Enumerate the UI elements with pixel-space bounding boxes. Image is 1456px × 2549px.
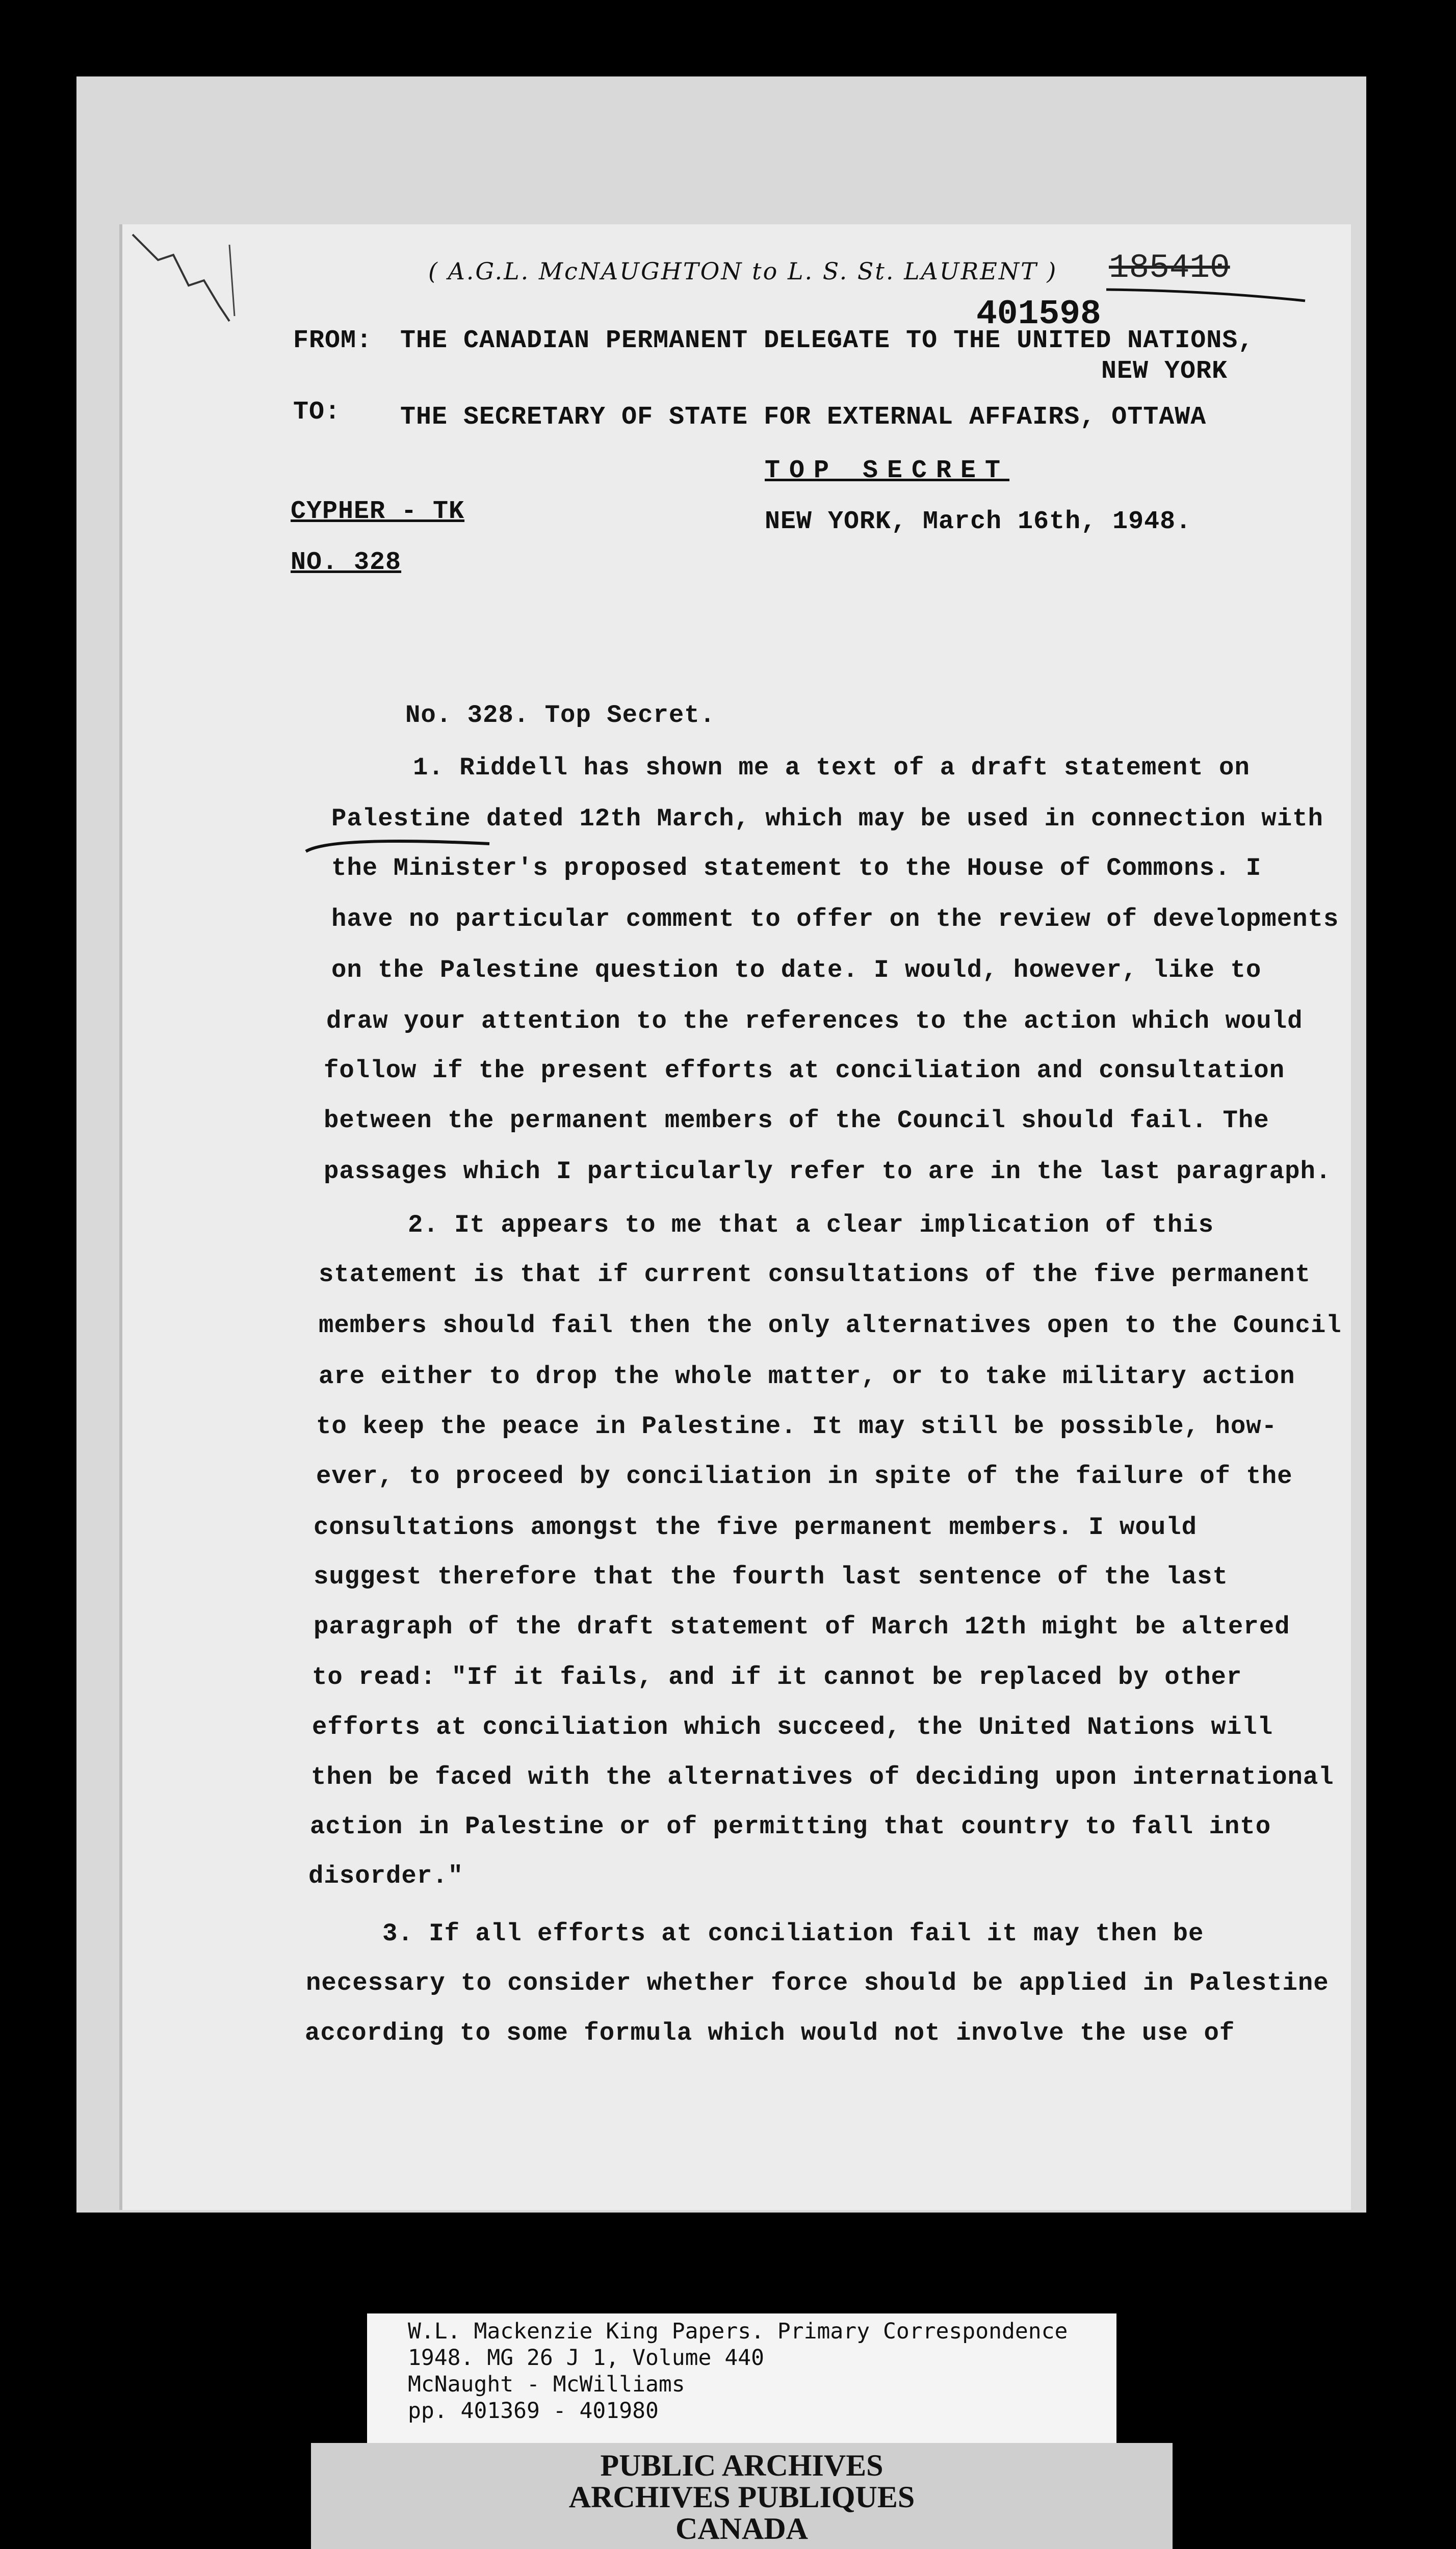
page-number-strike (1106, 285, 1310, 306)
palestine-underline-mark (301, 800, 495, 856)
body-line: 1. Riddell has shown me a text of a draft statement on (413, 753, 1250, 782)
reference-line: McNaught - McWilliams (408, 2372, 685, 2397)
body-line: to read: "If it fails, and if it cannot be replaced by other (312, 1663, 1242, 1692)
body-line: on the Palestine question to date. I would, however, like to (331, 956, 1262, 984)
body-line: No. 328. Top Secret. (405, 701, 716, 730)
from-label: FROM: (293, 326, 373, 355)
message-number: NO. 328 (291, 548, 402, 577)
date-line: NEW YORK, March 16th, 1948. (765, 507, 1192, 536)
body-line: passages which I particularly refer to are in the last paragraph. (324, 1157, 1332, 1186)
body-line: draw your attention to the references to the action which would (326, 1007, 1303, 1035)
archive-reference-card (367, 2313, 1116, 2446)
body-line: then be faced with the alternatives of deciding upon international (311, 1763, 1334, 1791)
from-value-line2: NEW YORK (1101, 357, 1228, 386)
cypher-line: CYPHER - TK (291, 497, 465, 526)
body-line: are either to drop the whole matter, or to take military action (319, 1362, 1295, 1391)
body-line: to keep the peace in Palestine. It may still be possible, how- (316, 1412, 1278, 1441)
body-line: according to some formula which would not involve the use of (305, 2019, 1235, 2047)
to-label: TO: (293, 398, 341, 427)
to-value: THE SECRETARY OF STATE FOR EXTERNAL AFFAIRS, OTTAWA (400, 403, 1207, 432)
body-line: members should fail then the only alternatives open to the Council (319, 1311, 1342, 1340)
body-line: have no particular comment to offer on the review of developments (331, 905, 1339, 933)
body-line: consultations amongst the five permanent members. I would (314, 1513, 1198, 1542)
page-number-stamp: 401598 (976, 295, 1101, 334)
body-line: statement is that if current consultations of the five permanent (319, 1260, 1311, 1289)
body-line: action in Palestine or of permitting that country to fall into (310, 1812, 1271, 1841)
body-line: suggest therefore that the fourth last sentence of the last (314, 1563, 1228, 1591)
archive-stamp-line: CANADA (675, 2512, 808, 2545)
body-line: necessary to consider whether force should be applied in Palestine (306, 1969, 1329, 1997)
body-line: follow if the present efforts at conciliation and consultation (324, 1056, 1285, 1085)
body-line: between the permanent members of the Council should fail. The (324, 1106, 1269, 1135)
body-line: efforts at conciliation which succeed, the United Nations will (312, 1713, 1273, 1741)
archive-stamp-line: ARCHIVES PUBLIQUES (568, 2480, 915, 2514)
reference-line: W.L. Mackenzie King Papers. Primary Correspondence (408, 2319, 1068, 2344)
struck-number: 185410 (1109, 249, 1230, 287)
handwritten-note: ( A.G.L. McNAUGHTON to L. S. St. LAURENT ) (428, 257, 1058, 285)
reference-line: 1948. MG 26 J 1, Volume 440 (408, 2345, 764, 2371)
body-line: ever, to proceed by conciliation in spite of the failure of the (316, 1462, 1293, 1491)
body-line: paragraph of the draft statement of March 12th might be altered (314, 1612, 1290, 1641)
body-line: 2. It appears to me that a clear implication of this (408, 1211, 1214, 1239)
reference-line: pp. 401369 - 401980 (408, 2398, 659, 2424)
torn-corner-mark (127, 224, 245, 336)
public-archives-stamp (311, 2443, 1173, 2549)
classification: TOP SECRET (765, 456, 1010, 485)
body-line: 3. If all efforts at conciliation fail it may then be (382, 1919, 1204, 1948)
from-value: THE CANADIAN PERMANENT DELEGATE TO THE UNITED NATIONS, (400, 326, 1254, 355)
archive-stamp-line: PUBLIC ARCHIVES (600, 2449, 883, 2482)
body-line: disorder." (308, 1862, 464, 1890)
body-line: the Minister's proposed statement to the House of Commons. I (331, 854, 1262, 882)
body-line: Palestine dated 12th March, which may be used in connection with (331, 804, 1323, 833)
